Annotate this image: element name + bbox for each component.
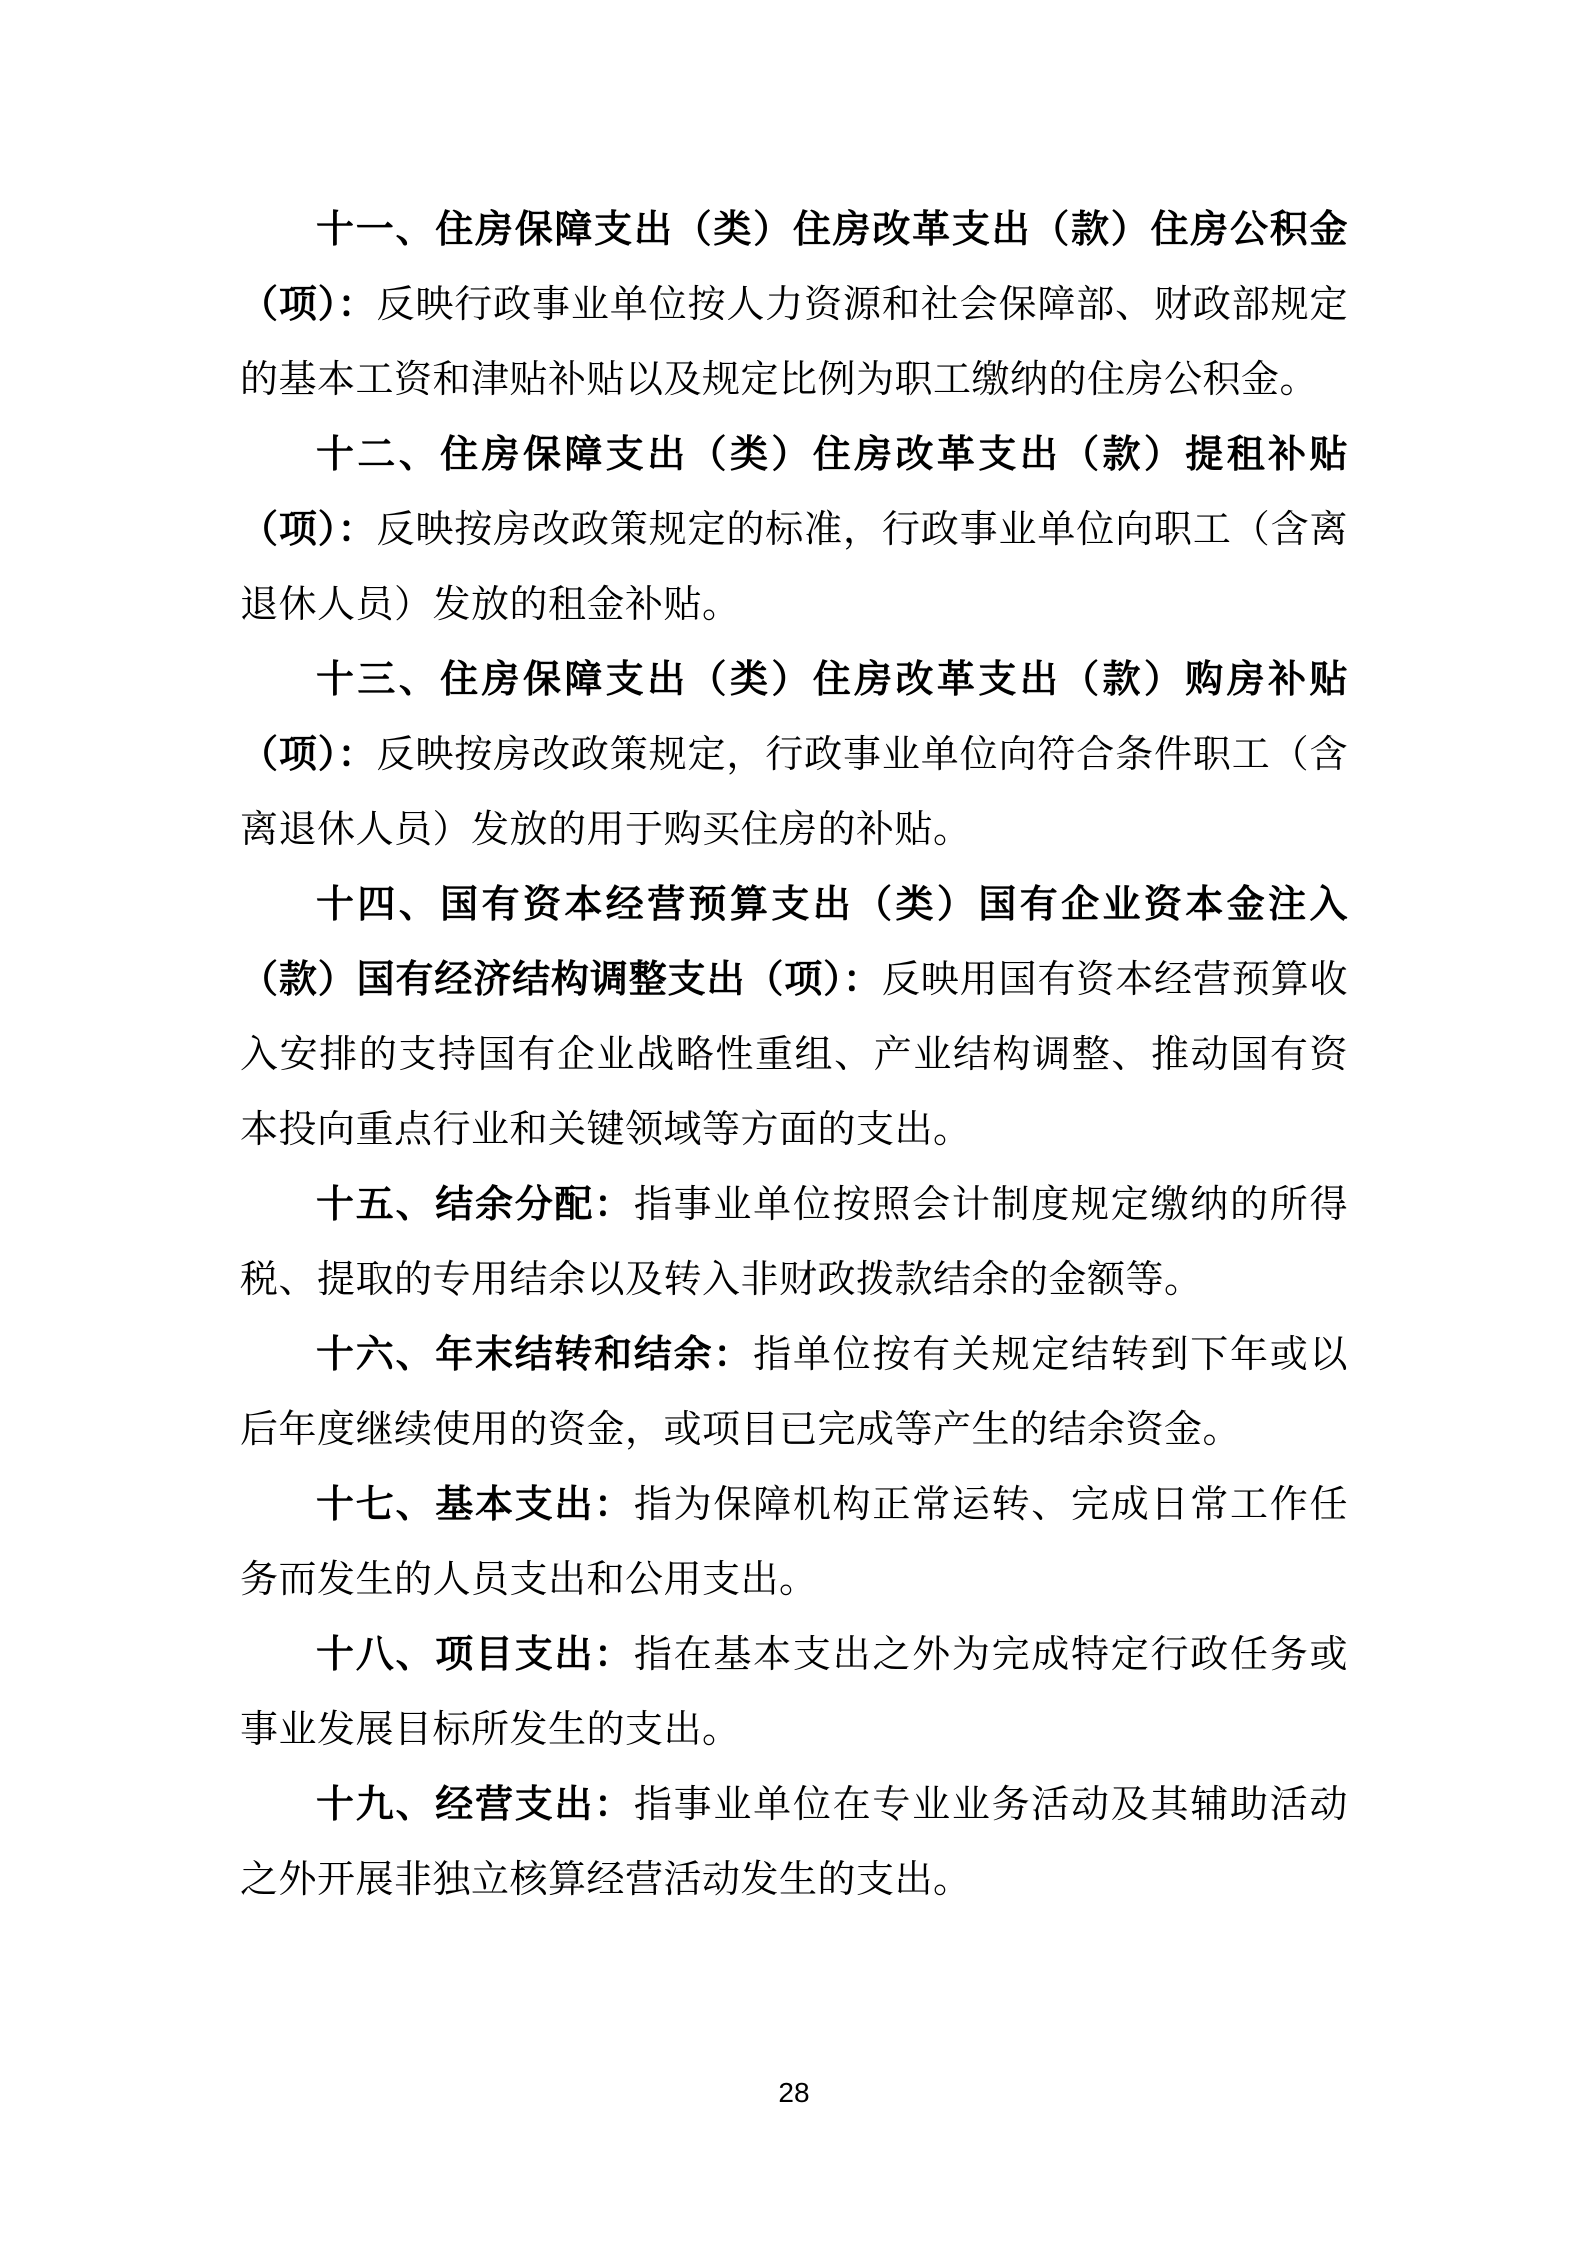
definition-text: 反映用国有资本经营预算收入安排的支持国有企业战略性重组、产业结构调整、推动国有资本投向重点行业和关键领域等方面的支出。 — [240, 959, 1348, 1151]
term-text: 十九、经营支出： — [316, 1784, 634, 1826]
definition-text: 指事业单位在专业业务活动及其辅助活动之外开展非独立核算经营活动发生的支出。 — [240, 1784, 1348, 1901]
definition-text: 反映行政事业单位按人力资源和社会保障部、财政部规定的基本工资和津贴补贴以及规定比例为职工缴纳的住房公积金。 — [240, 284, 1348, 401]
definition-paragraph — [240, 1168, 1348, 1318]
term-text: 十六、年末结转和结余： — [316, 1334, 754, 1376]
document-body — [240, 193, 1348, 1918]
definition-text: 指在基本支出之外为完成特定行政任务或事业发展目标所发生的支出。 — [240, 1634, 1348, 1751]
definition-paragraph — [240, 868, 1348, 1168]
definition-paragraph — [240, 1318, 1348, 1468]
definition-text: 指单位按有关规定结转到下年或以后年度继续使用的资金，或项目已完成等产生的结余资金。 — [240, 1334, 1348, 1451]
definition-paragraph — [240, 1768, 1348, 1918]
definition-text: 指为保障机构正常运转、完成日常工作任务而发生的人员支出和公用支出。 — [240, 1484, 1348, 1601]
definition-text: 反映按房改政策规定，行政事业单位向符合条件职工（含离退休人员）发放的用于购买住房的补贴。 — [240, 734, 1348, 851]
definition-text: 反映按房改政策规定的标准，行政事业单位向职工（含离退休人员）发放的租金补贴。 — [240, 509, 1348, 626]
definition-paragraph — [240, 643, 1348, 868]
term-text: 十八、项目支出： — [316, 1634, 634, 1676]
term-text: 十一、住房保障支出（类）住房改革支出（款）住房公积金（项）： — [240, 209, 1348, 326]
term-text: 十四、国有资本经营预算支出（类）国有企业资本金注入（款）国有经济结构调整支出（项）： — [240, 884, 1348, 1001]
definition-text: 指事业单位按照会计制度规定缴纳的所得税、提取的专用结余以及转入非财政拨款结余的金额等。 — [240, 1184, 1348, 1301]
page-number: 28 — [778, 2077, 810, 2108]
term-text: 十二、住房保障支出（类）住房改革支出（款）提租补贴（项）： — [240, 434, 1348, 551]
definition-paragraph — [240, 1618, 1348, 1768]
definition-paragraph — [240, 1468, 1348, 1618]
definition-paragraph — [240, 418, 1348, 643]
term-text: 十三、住房保障支出（类）住房改革支出（款）购房补贴（项）： — [240, 659, 1348, 776]
term-text: 十五、结余分配： — [316, 1184, 634, 1226]
term-text: 十七、基本支出： — [316, 1484, 634, 1526]
definition-paragraph — [240, 193, 1348, 418]
